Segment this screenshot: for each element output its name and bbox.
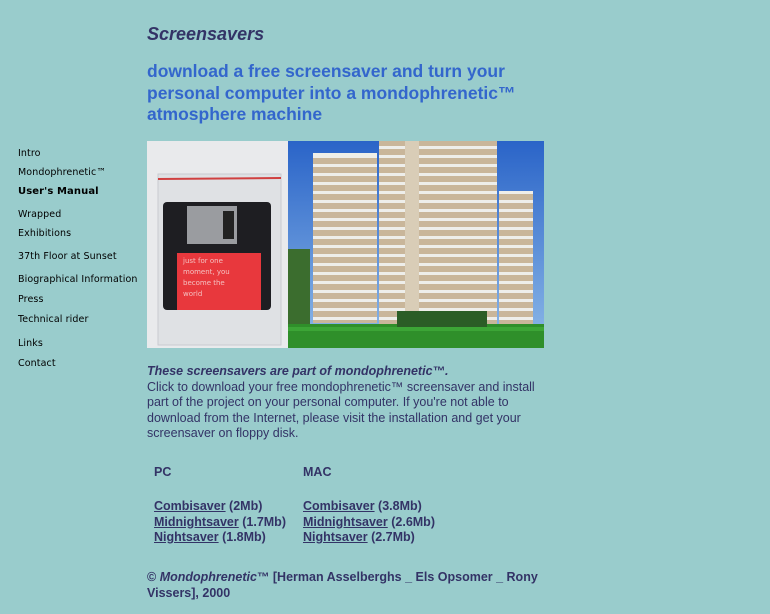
disk-label-line-1: just for one <box>183 257 223 265</box>
copyright-footer <box>147 569 557 601</box>
nav-users-manual[interactable]: User's Manual <box>18 186 99 197</box>
nav-technical-rider[interactable]: Technical rider <box>18 314 89 325</box>
mac-nightsaver-size: (2.7Mb) <box>371 530 415 544</box>
mac-column <box>303 465 435 546</box>
mac-row <box>303 515 435 531</box>
disk-label-line-4: world <box>183 290 203 298</box>
nav-press[interactable]: Press <box>18 294 44 305</box>
nav-intro[interactable]: Intro <box>18 148 41 159</box>
intro-body: Click to download your free mondophrenetic™ screensaver and install part of the project on your personal computer. If you're not able to download from the Internet, please visit the installation and get your screensaver on floppy disk. <box>147 379 535 440</box>
pc-row <box>154 530 286 546</box>
header-photo <box>147 141 544 348</box>
pc-midnightsaver-link[interactable]: Midnightsaver <box>154 514 239 529</box>
pc-nightsaver-size: (1.8Mb) <box>222 530 266 544</box>
copyright-prefix: © <box>147 570 160 584</box>
nav-wrapped[interactable]: Wrapped <box>18 209 62 220</box>
mac-midnightsaver-link[interactable]: Midnightsaver <box>303 514 388 529</box>
mac-row <box>303 499 435 515</box>
nav-biographical[interactable]: Biographical Information <box>18 274 138 285</box>
pc-nightsaver-link[interactable]: Nightsaver <box>154 530 219 544</box>
mac-row <box>303 530 435 546</box>
pc-column <box>154 465 286 546</box>
mac-combisaver-size: (3.8Mb) <box>378 499 422 513</box>
nav-mondophrenetic[interactable]: Mondophrenetic™ <box>18 167 106 178</box>
tower-blocks-image <box>288 141 544 348</box>
disk-label-line-3: become the <box>183 279 225 287</box>
nav-37th-floor[interactable]: 37th Floor at Sunset <box>18 251 117 262</box>
intro-bold: These screensavers are part of mondophrenetic™. <box>147 364 449 378</box>
copyright-brand: Mondophrenetic <box>159 570 257 584</box>
nav-links[interactable]: Links <box>18 338 43 349</box>
pc-combisaver-size: (2Mb) <box>229 499 263 513</box>
pc-row <box>154 515 286 531</box>
intro-text <box>147 364 557 442</box>
pc-midnightsaver-size: (1.7Mb) <box>242 514 286 529</box>
pc-heading: PC <box>154 465 172 479</box>
pc-row <box>154 499 286 515</box>
mac-midnightsaver-size: (2.6Mb) <box>391 514 435 529</box>
mac-nightsaver-link[interactable]: Nightsaver <box>303 530 368 544</box>
mac-heading: MAC <box>303 465 332 479</box>
nav-exhibitions[interactable]: Exhibitions <box>18 228 72 239</box>
mac-combisaver-link[interactable]: Combisaver <box>303 499 375 513</box>
page-subtitle: download a free screensaver and turn your personal computer into a mondophrenetic™ atmosphere machine <box>147 61 516 124</box>
nav-contact[interactable]: Contact <box>18 358 56 369</box>
floppy-disk-image <box>147 141 288 348</box>
disk-label-line-2: moment, you <box>183 268 230 276</box>
copyright-rest: ™ [Herman Asselberghs _ Els Opsomer _ Rony Vissers], 2000 <box>147 570 538 600</box>
page-title: Screensavers <box>147 24 265 44</box>
pc-combisaver-link[interactable]: Combisaver <box>154 499 226 513</box>
